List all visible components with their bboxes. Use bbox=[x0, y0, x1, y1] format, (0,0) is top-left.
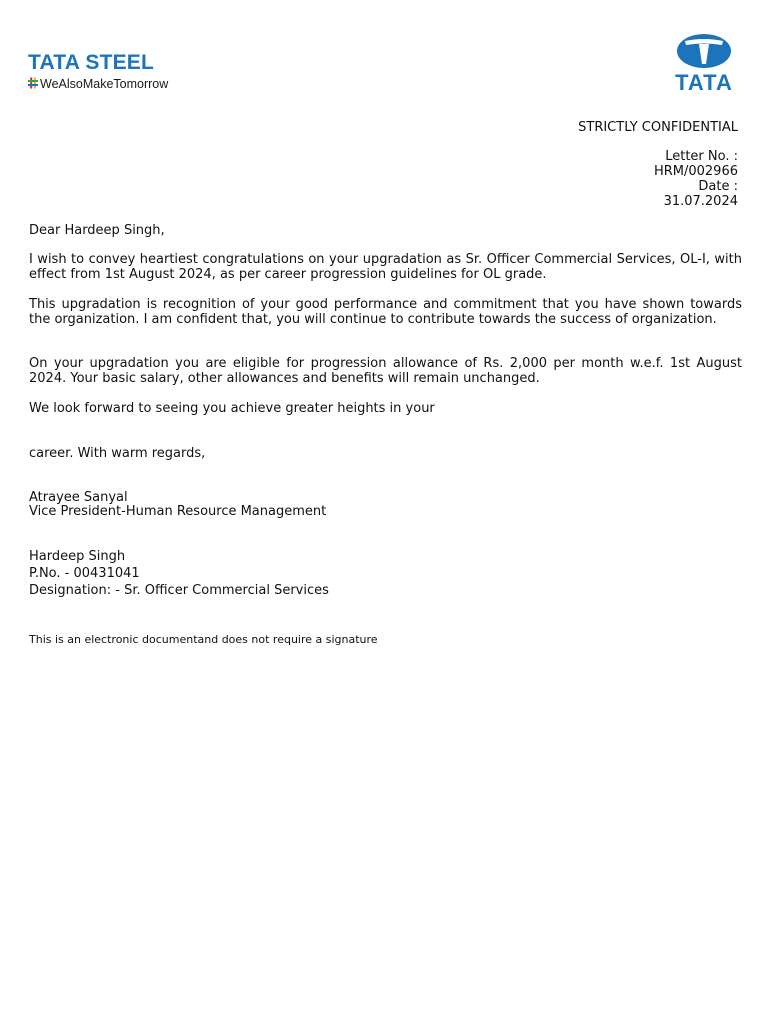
electronic-document-note: This is an electronic documentand does not require a signature bbox=[29, 633, 378, 646]
recipient-name: Hardeep Singh bbox=[29, 549, 126, 564]
signatory-name: Atrayee Sanyal bbox=[29, 490, 128, 505]
paragraph-forward: We look forward to seeing you achieve greater heights in your bbox=[29, 401, 435, 416]
paragraph-recognition: This upgradation is recognition of your good performance and commitment that you have shown towards the organization. I am confident that, you will continue to contribute towards the success of organization. bbox=[29, 297, 742, 327]
recipient-pno: P.No. - 00431041 bbox=[29, 566, 140, 581]
confidential-label: STRICTLY CONFIDENTIAL bbox=[578, 120, 738, 135]
recipient-designation: Designation: - Sr. Officer Commercial Services bbox=[29, 583, 329, 598]
tata-emblem-icon bbox=[676, 33, 732, 69]
date-label: Date : bbox=[698, 179, 738, 194]
brand-tagline bbox=[28, 77, 168, 91]
letter-no-label: Letter No. : bbox=[665, 149, 738, 164]
brand-name: TATA STEEL bbox=[28, 51, 155, 74]
tata-wordmark: TATA bbox=[675, 70, 733, 95]
paragraph-allowance: On your upgradation you are eligible for progression allowance of Rs. 2,000 per month w.e.f. 1st August 2024. Your basic salary, other allowances and benefits will remain unchanged. bbox=[29, 356, 742, 386]
letter-no-value: HRM/002966 bbox=[653, 164, 738, 179]
tagline-text: WeAlsoMakeTomorrow bbox=[40, 77, 169, 91]
tata-logo bbox=[668, 33, 740, 94]
tata-steel-logo bbox=[28, 52, 168, 91]
paragraph-congratulations: I wish to convey heartiest congratulations on your upgradation as Sr. Officer Commercial Services, OL-I, with effect from 1st August 2024, as per career progression guidelines for OL grade. bbox=[29, 252, 742, 282]
salutation: Dear Hardeep Singh, bbox=[29, 223, 165, 238]
hashtag-icon bbox=[28, 77, 38, 89]
date-value: 31.07.2024 bbox=[663, 194, 738, 209]
closing-line: career. With warm regards, bbox=[29, 446, 206, 461]
signatory-title: Vice President-Human Resource Management bbox=[29, 504, 327, 519]
